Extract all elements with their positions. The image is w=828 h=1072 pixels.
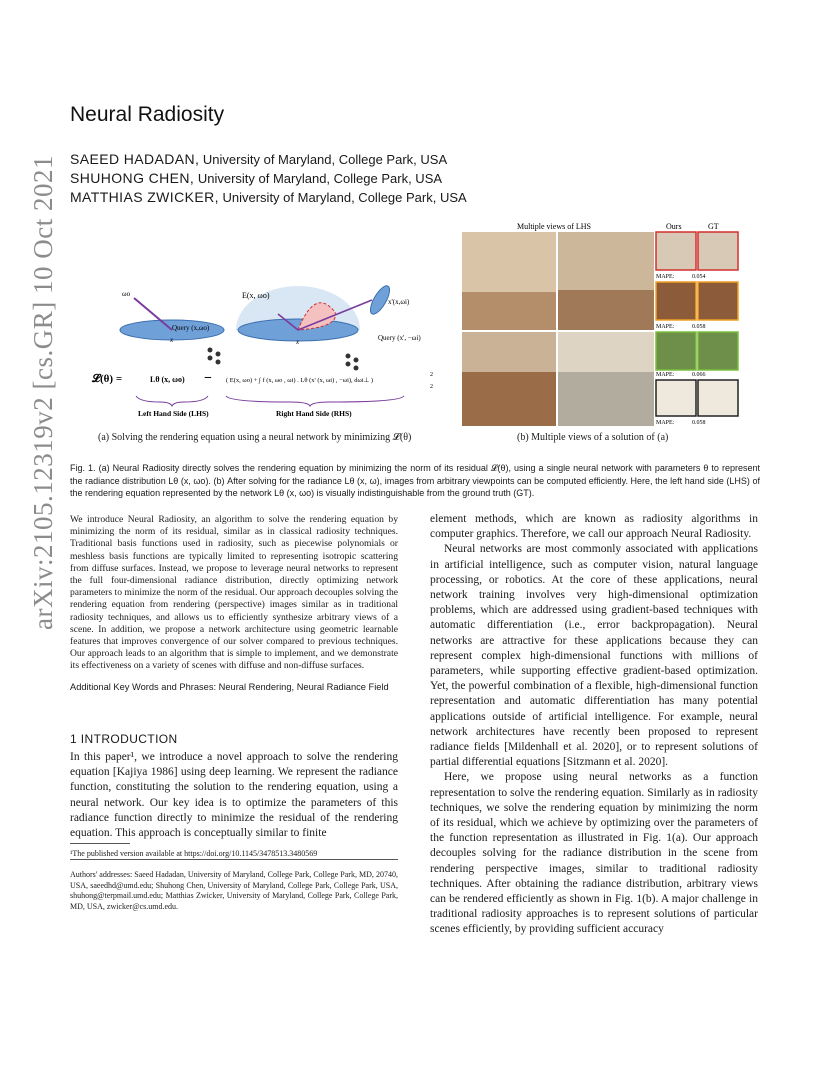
author-list — [70, 150, 467, 207]
svg-text:MAPE:: MAPE: — [656, 324, 675, 330]
author-name: SAEED HADADAN, — [70, 151, 200, 167]
paragraph: Neural networks are most commonly associated with applications in artificial intelligence, such as computer vision, natural language processing, or robotics. At the core of these applications, neural network training involves very high-dimensional optimization problems, which are addressed using gradient-based techniques with automatic differentiation (i.e., error backpropagation). Neural networks are attractive for these applications because they can represent complex high-dimensional functions with millions of parameters, while supporting effective gradient-based optimization. Yet, the powerful combination of a flexible, high-dimensional function representation and automatic differentiation has many potential applications outside of artificial intelligence. For example, neural network architectures have recently been proposed to represent radiance fields [Mildenhall et al. 2020], or to represent solutions of partial differential equations [Sitzmann et al. 2020]. — [430, 543, 758, 769]
x-label: x — [170, 336, 174, 344]
lhs-brace — [136, 396, 208, 406]
lhs-expression: Lθ (x, ωo) — [150, 375, 185, 384]
figure-caption: Fig. 1. (a) Neural Radiosity directly solves the rendering equation by minimizing the norm of its residual 𝓛(θ), using a single neural network with parameters θ to represent the radiance distribution Lθ (x, ωo). (b) After solving for the radiance Lθ (x, ω), images from arbitrary viewpoints can be computed efficiently. Here, the left hand side (LHS) of the rendering equation represented by the network Lθ (x, ωo) is visually indistinguishable from the ground truth (GT). — [70, 463, 760, 498]
norm-exponent: 2 — [430, 372, 433, 378]
footnote-rule — [70, 843, 130, 844]
paragraph: Here, we propose using neural networks as a function representation to solve the rendering equation. Similarly as in radiosity techniques, we solve the rendering equation by minimizing the norm of its residual, which we achieve by optimizing over the parameters of the function representation as illustrated in Fig. 1(a). Our approach decouples solving for the radiance distribution in the scene from rendering perspective images, similar to traditional radiosity techniques. After obtaining the radiance distribution, arbitrary views can be rendered efficiently as shown in Fig. 1(b). A major challenge in traditional radiosity approaches is to represent solutions of particular scenes efficiently, by providing sufficient accuracy — [430, 771, 758, 936]
svg-text:MAPE:: MAPE: — [656, 274, 675, 280]
query-label: Query (x,ωo) — [172, 324, 210, 332]
render-view-3-wall — [462, 332, 556, 372]
rhs-expression: ( E(x, ωo) + ∫ f (x, ωo , ωi) . Lθ (x' (x, ωi) , −ωi), dωi⊥ ) — [226, 377, 374, 384]
query-prime-label: Query (x', −ωi) — [378, 334, 421, 342]
loss-label: 𝓛(θ) = — [92, 373, 123, 385]
figure-diagram-a — [92, 282, 440, 424]
svg-text:0.066: 0.066 — [692, 372, 706, 378]
caption-b: (b) Multiple views of a solution of (a) — [517, 432, 669, 443]
x-label-right: x — [296, 338, 300, 346]
author-line — [70, 188, 467, 207]
author-line — [70, 169, 467, 188]
views-label: Multiple views of LHS — [517, 222, 591, 231]
svg-text:MAPE:: MAPE: — [656, 420, 675, 426]
rhs-label: Right Hand Side (RHS) — [276, 409, 352, 418]
render-view-4-wall — [558, 332, 654, 372]
e-label: E(x, ωo) — [242, 291, 270, 300]
author-affiliation: University of Maryland, College Park, USA — [199, 152, 448, 167]
figure-renders-b — [462, 222, 738, 428]
svg-text:0.054: 0.054 — [692, 274, 706, 280]
caption-a: (a) Solving the rendering equation using a neural network by minimizing 𝓛(θ) — [98, 432, 412, 443]
author-line — [70, 150, 467, 169]
introduction-paragraph: In this paper¹, we introduce a novel approach to solve the rendering equation [Kajiya 1986] using deep learning. We represent the radiance function, constituting the solution to the rendering equation, using a neural network. Our key idea is to optimize the parameters of this radiance function directly to minimize the residual of the rendering equation. This approach is conceptually similar to finite — [70, 751, 398, 840]
network-icon-right — [346, 354, 359, 371]
author-affiliation: University of Maryland, College Park, USA — [218, 190, 467, 205]
svg-text:0.058: 0.058 — [692, 324, 706, 330]
omega-o-label: ωo — [122, 290, 131, 298]
x-prime-label: x'(x,ωi) — [388, 298, 410, 306]
svg-text:MAPE:: MAPE: — [656, 372, 675, 378]
render-view-2-wall — [558, 232, 654, 290]
keywords: Additional Key Words and Phrases: Neural Rendering, Neural Radiance Field — [70, 681, 389, 692]
lhs-label: Left Hand Side (LHS) — [138, 409, 209, 418]
author-addresses: Authors' addresses: Saeed Hadadan, University of Maryland, College Park, College Park, MD, 20740, USA, saeedhd@umd.edu; Shuhong Chen, University of Maryland, College Park, College Park, USA, shuhong@terpmail.umd.edu; Matthias Zwicker, University of Maryland, College Park, College Park, MD, USA, zwicker@cs.umd.edu. — [70, 870, 398, 911]
rhs-brace — [226, 396, 404, 406]
paragraph: element methods, which are known as radiosity algorithms in computer graphics. Therefore, we call our approach Neural Radiosity. — [430, 513, 758, 541]
section-heading-introduction: 1 INTRODUCTION — [70, 732, 178, 746]
right-column — [430, 512, 758, 938]
author-name: MATTHIAS ZWICKER, — [70, 189, 219, 205]
affiliation-rule — [70, 859, 398, 860]
norm-subscript: 2 — [430, 384, 433, 390]
ours-label: Ours — [666, 222, 682, 231]
paper-title: Neural Radiosity — [70, 103, 225, 126]
gt-label: GT — [708, 222, 719, 231]
author-name: SHUHONG CHEN, — [70, 170, 195, 186]
network-icon — [208, 348, 221, 365]
svg-text:0.058: 0.058 — [692, 420, 706, 426]
author-affiliation: University of Maryland, College Park, USA — [194, 171, 443, 186]
footnote: ¹The published version available at https://doi.org/10.1145/3478513.3480569 — [70, 849, 318, 858]
abstract: We introduce Neural Radiosity, an algorithm to solve the rendering equation by minimizing the norm of its residual, similar as in classical radiosity techniques. Traditional basis functions used in radiosity, such as piecewise polynomials or meshless basis functions are typically limited to representing isotropic scattering from diffuse surfaces. Instead, we propose to leverage neural networks to represent the full four-dimensional radiance distribution, directly optimizing network parameters to minimize the norm of the residual. Our approach decouples solving the rendering equation from rendering (perspective) images similar as in traditional radiosity techniques, and allows us to efficiently synthesize arbitrary views of a scene. In addition, we propose a network architecture using geometric learnable features that improves convergence of our solver compared to previous techniques. Our approach leads to an algorithm that is simple to implement, and we demonstrate its effectiveness on a variety of scenes with diffuse and non-diffuse surfaces. — [70, 514, 398, 672]
render-view-1-wall — [462, 232, 556, 292]
abstract-column — [70, 514, 398, 693]
arxiv-identifier: arXiv:2105.12319v2 [cs.GR] 10 Oct 2021 — [28, 155, 58, 630]
minus-sign: − — [204, 371, 212, 386]
